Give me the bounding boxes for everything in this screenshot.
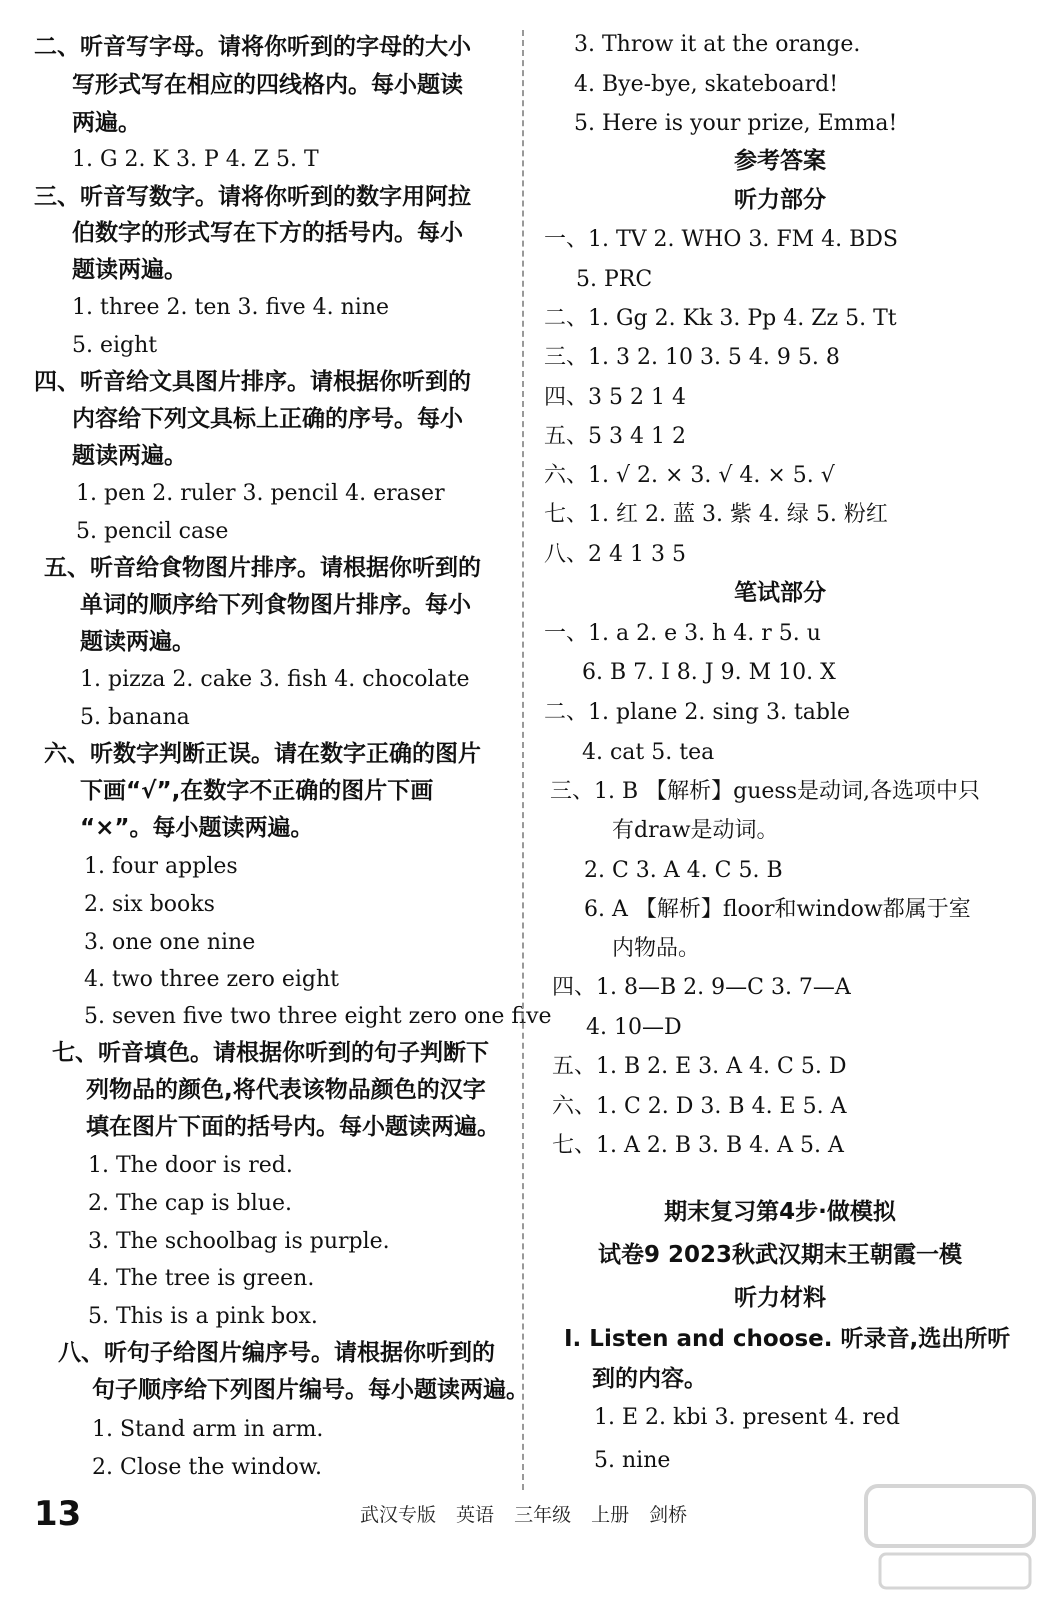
left-line: 1. The door is red. [88, 1153, 293, 1178]
watermark-logo [860, 1478, 1040, 1596]
left-line: 4. The tree is green. [88, 1266, 315, 1291]
column-divider [522, 30, 524, 1490]
footer-text: 武汉专版 英语 三年级 上册 剑桥 [360, 1504, 688, 1526]
left-line: 2. Close the window. [92, 1455, 323, 1480]
right-column [540, 0, 1052, 1540]
right-line: 四、1. 8—B 2. 9—C 3. 7—A [552, 975, 851, 1000]
left-line: 二、听音写字母。请将你听到的字母的大小 [34, 34, 471, 60]
left-line: 5. pencil case [76, 519, 229, 544]
left-line: 题读两遍。 [72, 443, 187, 469]
right-line: 参考答案 [734, 148, 826, 174]
right-line: 2. C 3. A 4. C 5. B [584, 858, 783, 883]
right-line: 到的内容。 [592, 1366, 707, 1392]
left-line: 1. Stand arm in arm. [92, 1417, 324, 1442]
page-number: 13 [34, 1494, 82, 1534]
right-line: 笔试部分 [734, 580, 826, 606]
right-line: 6. B 7. I 8. J 9. M 10. X [582, 660, 836, 685]
left-line: 三、听音写数字。请将你听到的数字用阿拉 [34, 184, 471, 210]
right-line: 听力部分 [734, 187, 826, 213]
right-line: 5. PRC [576, 267, 653, 292]
right-line: 试卷9 2023秋武汉期末王朝霞一模 [597, 1242, 963, 1268]
left-line: 1. four apples [84, 854, 238, 879]
right-line: 6. A 【解析】floor和window都属于室 [584, 897, 971, 922]
right-line: 五、1. B 2. E 3. A 4. C 5. D [552, 1054, 847, 1079]
right-line: 三、1. B 【解析】guess是动词,各选项中只 [550, 779, 980, 804]
left-line: 七、听音填色。请根据你听到的句子判断下 [52, 1040, 489, 1066]
left-line: 内容给下列文具标上正确的序号。每小 [72, 406, 463, 432]
right-line: 听力材料 [734, 1285, 826, 1311]
right-line: 一、1. TV 2. WHO 3. FM 4. BDS [544, 227, 898, 252]
right-line: 5. nine [594, 1448, 671, 1473]
right-line: 六、1. C 2. D 3. B 4. E 5. A [552, 1094, 847, 1119]
left-line: 1. pizza 2. cake 3. fish 4. chocolate [80, 667, 470, 692]
right-line: 二、1. Gg 2. Kk 3. Pp 4. Zz 5. Tt [544, 306, 897, 331]
left-line: 下画“√”,在数字不正确的图片下画 [80, 778, 434, 804]
left-line: 5. This is a pink box. [88, 1304, 318, 1329]
left-line: 2. The cap is blue. [88, 1191, 292, 1216]
left-line: 1. G 2. K 3. P 4. Z 5. T [72, 147, 319, 172]
left-line: 题读两遍。 [80, 629, 195, 655]
right-line: 二、1. plane 2. sing 3. table [544, 700, 851, 725]
right-line: 4. 10—D [586, 1015, 682, 1040]
left-line: 伯数字的形式写在下方的括号内。每小 [72, 220, 463, 246]
left-line: 2. six books [84, 892, 215, 917]
right-line: 八、2 4 1 3 5 [544, 542, 686, 567]
left-line: 句子顺序给下列图片编号。每小题读两遍。 [92, 1377, 529, 1403]
left-line: 六、听数字判断正误。请在数字正确的图片 [44, 741, 481, 767]
left-line: 四、听音给文具图片排序。请根据你听到的 [34, 369, 471, 395]
left-line: 4. two three zero eight [84, 967, 339, 992]
left-line: 写形式写在相应的四线格内。每小题读 [72, 72, 463, 98]
right-line: 七、1. 红 2. 蓝 3. 紫 4. 绿 5. 粉红 [544, 502, 888, 527]
right-line: 三、1. 3 2. 10 3. 5 4. 9 5. 8 [544, 345, 840, 370]
left-line: 八、听句子给图片编序号。请根据你听到的 [58, 1340, 495, 1366]
left-line: 5. seven five two three eight zero one five [84, 1004, 552, 1029]
right-line: Ⅰ. Listen and choose. 听录音,选出所听 [564, 1326, 1011, 1352]
left-line: 1. pen 2. ruler 3. pencil 4. eraser [76, 481, 445, 506]
left-line: 两遍。 [72, 110, 141, 136]
right-line: 一、1. a 2. e 3. h 4. r 5. u [544, 621, 821, 646]
left-line: 列物品的颜色,将代表该物品颜色的汉字 [86, 1077, 486, 1103]
right-line: 五、5 3 4 1 2 [544, 424, 686, 449]
right-line: 六、1. √ 2. × 3. √ 4. × 5. √ [544, 463, 835, 488]
right-line: 有draw是动词。 [612, 818, 779, 843]
left-line: 五、听音给食物图片排序。请根据你听到的 [44, 555, 481, 581]
right-line: 期末复习第4步·做模拟 [664, 1199, 896, 1225]
right-line: 3. Throw it at the orange. [574, 32, 861, 57]
right-line: 1. E 2. kbi 3. present 4. red [594, 1405, 900, 1430]
right-line: 5. Here is your prize, Emma! [574, 111, 898, 136]
right-line: 四、3 5 2 1 4 [544, 385, 686, 410]
left-line: 5. eight [72, 333, 158, 358]
right-line: 4. Bye-bye, skateboard! [574, 72, 839, 97]
right-line: 4. cat 5. tea [582, 740, 715, 765]
right-line: 七、1. A 2. B 3. B 4. A 5. A [552, 1133, 844, 1158]
left-line: 填在图片下面的括号内。每小题读两遍。 [86, 1114, 500, 1140]
left-line: 5. banana [80, 705, 190, 730]
left-line: 单词的顺序给下列食物图片排序。每小 [80, 592, 471, 618]
left-line: 题读两遍。 [72, 257, 187, 283]
right-line: 内物品。 [612, 936, 701, 961]
left-line: “×”。每小题读两遍。 [80, 815, 314, 841]
left-line: 3. The schoolbag is purple. [88, 1229, 390, 1254]
left-line: 3. one one nine [84, 930, 256, 955]
left-line: 1. three 2. ten 3. five 4. nine [72, 295, 390, 320]
